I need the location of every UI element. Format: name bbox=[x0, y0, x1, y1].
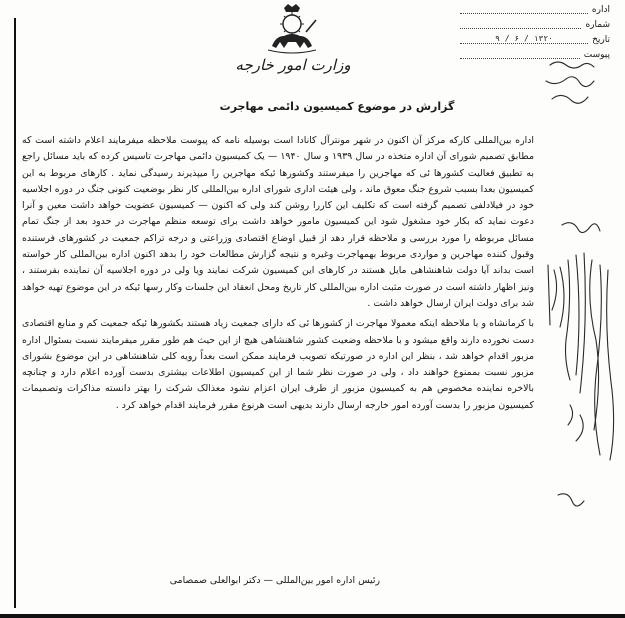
tarikh-label: تاریخ bbox=[592, 34, 610, 45]
tarikh-value: ۱۳۲۰ / ۶ / ۹ bbox=[460, 35, 588, 44]
idara-value bbox=[460, 5, 588, 14]
subject-line: گزارش در موضوع کمیسیون دائمی مهاجرت bbox=[219, 100, 455, 113]
lion-and-sun-emblem bbox=[262, 2, 322, 54]
body-paragraph: اداره بین‌المللی کارکه مرکز آن اکنون در شهر مونترآل کانادا است بوسیله نامه که پیوست ملاحظه میفرمایند اعلام داشته است که مطابق تصمیم شورای آن اداره متخذه در سال ۱۹۳۹ و سال ۱۹۴۰ — یک کمیسیون دائمی مهاجرت تاسیس کرده که باید مسائل راجع به تطبیق فعالیت کشورها ئی که مهاجرین را میفرستند وکشورها ئیکه مهاجرین را میپذیرند رسیدگی نماید . کارهای مربوط به این کمیسیون بعدا بسبب شروع جنگ معوق ماند ، ولی هیئت اداری شورای اداره بین‌المللی کار نظر بوضعیت کنونی جنگ در دوره اجلاسیه خود در فیلادلفی تصمیم گرفته است که تکلیف این کاررا روشن کند ولی که اکنون — کمیسیون عضویت خواهد داشت معین و آنرا دعوت نماید که بکار خود مشغول شود این کمیسیون مامور خواهد داشت برای توسعه منظم مهاجرت در حدود بعد از جنگ تمام مسائل مربوطه را مورد بررسی و ملاحظه قرار دهد از قبیل اوضاع اقتصادی وزراعتی و درجه تراکم جمعیت در کشورهای فرستنده وقبول کننده مهاجرین و مواردی مربوط بهمهاجرت وغیره و نتیجه گزارش مطالعات خود را بدهد اکنون اداره بین‌المللی کار خواسته است بداند آیا دولت شاهنشاهی مایل هستند در کارهای این کمیسیون شرکت نمایند ویا ولی در دوره اجلاسیه آن نماینده بفرستند ، ونیز اظهار داشته است در صورت مثبت اداره بین‌المللی کار تاریخ ومحل انعقاد این جلسات وکار رسها ئیکه در این موضوع تهیه خواهد شد برای دولت ایران ارسال خواهد داشت . bbox=[22, 135, 534, 309]
handwritten-margin-notes bbox=[540, 55, 620, 575]
shomare-value bbox=[460, 20, 581, 29]
ministry-title: وزارت امور خارجه bbox=[235, 56, 351, 74]
tarikh-field bbox=[460, 32, 610, 47]
idara-field bbox=[460, 2, 610, 17]
shomare-label: شماره bbox=[585, 19, 610, 30]
letter-body bbox=[22, 133, 534, 414]
idara-label: اداره bbox=[591, 4, 610, 15]
signature-line: رئیس اداره امور بین‌المللی — دکتر ابوالعلی صمصامی bbox=[169, 575, 380, 586]
body-paragraph: با کرمانشاه و با ملاحظه اینکه معمولا مهاجرت از کشورها ئی که دارای جمعیت زیاد هستند بکشورها ئیکه جمعیت کم و منابع اقتصادی دست نخورده دارند واقع میشود و با ملاحظه وضعیت کشور شاهنشاهی هیچ از این حیث هم طور مقرر میفرمایند نسبت بسئوال اداره مزبور اقدام خواهد شد ، بنظر این اداره در صورتیکه تصویب فرمایند ممکن است بعداً رویه کلی شاهنشاهی در این موضوع بشورای مزبور نسبت بممنوع خواهند داد ، ولی در صورت نظر شما از این کمیسیون اطلاعات بیشتری بدست آورده اعلام دارد و چنانچه بالاخره نماینده مخصوص هم به کمیسیون مزبور از طرف ایران اعزام نشود معذالک شرکت را بهتر دانسته مذاکرات وتصمیمات کمیسیون مزبور را بدست آورده امور خارجه ارسال دارند بدیهی است هرنوع مقرر فرمایند اقدام خواهد کرد . bbox=[22, 318, 534, 411]
letterhead-fields bbox=[460, 2, 610, 62]
bottom-border-line bbox=[0, 614, 625, 618]
shomare-field bbox=[460, 17, 610, 32]
left-border-line bbox=[14, 18, 16, 608]
peyvast-label: پیوست bbox=[583, 49, 610, 60]
